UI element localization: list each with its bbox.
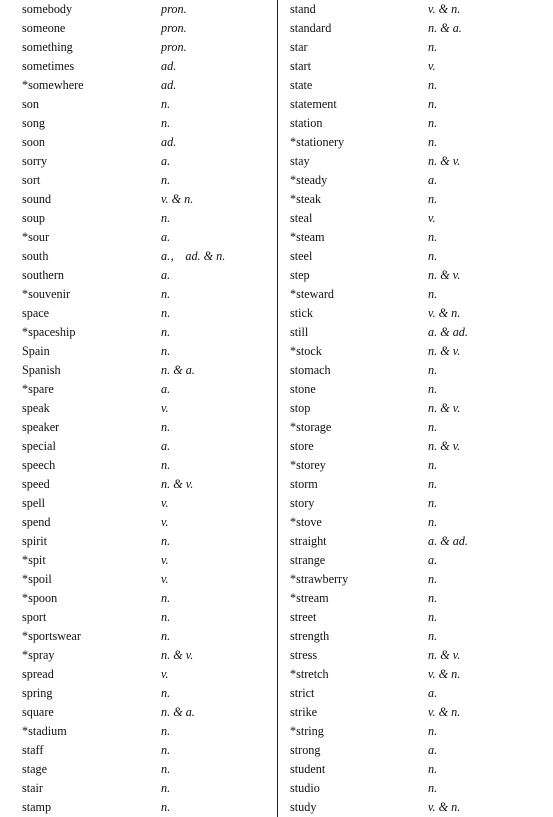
part-of-speech: v. — [161, 667, 169, 681]
part-of-speech: v. & n. — [428, 2, 461, 16]
part-of-speech: n. — [161, 629, 171, 643]
headword: store — [290, 439, 314, 453]
part-of-speech: n. — [161, 306, 171, 320]
right-word-column — [290, 0, 553, 817]
word-entry-row — [22, 437, 286, 456]
headword: *spit — [22, 553, 46, 567]
word-entry-row — [290, 114, 553, 133]
headword: something — [22, 40, 73, 54]
part-of-speech: n. — [161, 610, 171, 624]
word-entry-row — [22, 209, 286, 228]
word-entry-row — [22, 475, 286, 494]
word-entry-row — [22, 266, 286, 285]
part-of-speech: n. — [161, 344, 171, 358]
left-word-column — [22, 0, 286, 817]
word-entry-row — [22, 247, 286, 266]
headword: *spoon — [22, 591, 58, 605]
headword: spring — [22, 686, 53, 700]
word-entry-row — [22, 665, 286, 684]
part-of-speech: n. — [161, 325, 171, 339]
part-of-speech: n. — [428, 572, 438, 586]
headword: stamp — [22, 800, 52, 814]
word-entry-row — [290, 456, 553, 475]
headword: sorry — [22, 154, 48, 168]
headword: song — [22, 116, 46, 130]
headword: stress — [290, 648, 318, 662]
column-divider — [277, 0, 278, 817]
part-of-speech: n. — [161, 458, 171, 472]
part-of-speech: n. — [161, 287, 171, 301]
part-of-speech: n. & v. — [161, 477, 194, 491]
word-entry-row — [22, 38, 286, 57]
headword: sport — [22, 610, 47, 624]
word-entry-row — [22, 551, 286, 570]
word-entry-row — [290, 551, 553, 570]
headword: *sportswear — [22, 629, 81, 643]
word-entry-row — [290, 589, 553, 608]
word-entry-row — [22, 684, 286, 703]
word-entry-row — [22, 646, 286, 665]
part-of-speech: pron. — [161, 21, 187, 35]
headword: street — [290, 610, 317, 624]
part-of-speech: n. — [161, 781, 171, 795]
headword: *stove — [290, 515, 322, 529]
headword: *stream — [290, 591, 329, 605]
headword: spell — [22, 496, 46, 510]
word-entry-row — [22, 95, 286, 114]
headword: *stadium — [22, 724, 67, 738]
part-of-speech: v. & n. — [161, 192, 194, 206]
part-of-speech: n. — [428, 781, 438, 795]
word-entry-row — [22, 513, 286, 532]
headword: *string — [290, 724, 324, 738]
part-of-speech: v. — [161, 553, 169, 567]
headword: sort — [22, 173, 41, 187]
headword: stand — [290, 2, 316, 16]
word-entry-row — [290, 741, 553, 760]
word-entry-row — [290, 475, 553, 494]
part-of-speech: n. & v. — [428, 268, 461, 282]
part-of-speech: v. — [161, 401, 169, 415]
word-entry-row — [22, 380, 286, 399]
word-entry-row — [22, 76, 286, 95]
word-entry-row — [22, 133, 286, 152]
word-entry-row — [290, 722, 553, 741]
headword: storm — [290, 477, 318, 491]
part-of-speech: ad. — [161, 78, 177, 92]
word-entry-row — [22, 152, 286, 171]
word-entry-row — [22, 171, 286, 190]
headword: somebody — [22, 2, 73, 16]
headword: someone — [22, 21, 66, 35]
headword: speech — [22, 458, 56, 472]
headword: strict — [290, 686, 315, 700]
word-entry-row — [290, 38, 553, 57]
headword: sometimes — [22, 59, 75, 73]
part-of-speech: v. — [428, 59, 436, 73]
word-entry-row — [22, 57, 286, 76]
headword: speak — [22, 401, 50, 415]
part-of-speech: pron. — [161, 2, 187, 16]
word-entry-row — [290, 399, 553, 418]
word-entry-row — [290, 266, 553, 285]
part-of-speech: n. — [161, 534, 171, 548]
part-of-speech: n. — [428, 477, 438, 491]
part-of-speech: n. & a. — [161, 363, 195, 377]
headword: *storey — [290, 458, 326, 472]
part-of-speech: n. — [428, 496, 438, 510]
part-of-speech: n. — [428, 610, 438, 624]
part-of-speech: n. — [428, 591, 438, 605]
headword: student — [290, 762, 326, 776]
part-of-speech: n. — [428, 97, 438, 111]
part-of-speech: a. — [161, 439, 171, 453]
headword: *stock — [290, 344, 322, 358]
word-entry-row — [290, 133, 553, 152]
part-of-speech: n. — [428, 724, 438, 738]
part-of-speech: v. — [428, 211, 436, 225]
headword: speed — [22, 477, 50, 491]
headword: strange — [290, 553, 326, 567]
word-entry-row — [290, 190, 553, 209]
headword: station — [290, 116, 323, 130]
part-of-speech: n. — [428, 40, 438, 54]
part-of-speech: a. — [428, 173, 438, 187]
word-entry-row — [22, 570, 286, 589]
part-of-speech: n. & a. — [161, 705, 195, 719]
part-of-speech: n. — [161, 591, 171, 605]
word-entry-row — [22, 0, 286, 19]
part-of-speech: a. — [161, 382, 171, 396]
word-entry-row — [290, 152, 553, 171]
word-entry-row — [22, 760, 286, 779]
part-of-speech: n. & v. — [428, 154, 461, 168]
word-entry-row — [290, 209, 553, 228]
part-of-speech: ad. — [161, 135, 177, 149]
word-entry-row — [290, 323, 553, 342]
part-of-speech: v. — [161, 572, 169, 586]
word-entry-row — [22, 418, 286, 437]
headword: *spoil — [22, 572, 52, 586]
word-entry-row — [22, 190, 286, 209]
part-of-speech: ad. — [161, 59, 177, 73]
word-entry-row — [290, 361, 553, 380]
headword: stage — [22, 762, 48, 776]
word-entry-row — [290, 532, 553, 551]
headword: strong — [290, 743, 321, 757]
word-entry-row — [290, 570, 553, 589]
headword: statement — [290, 97, 337, 111]
word-entry-row — [290, 380, 553, 399]
word-entry-row — [290, 171, 553, 190]
part-of-speech: n. — [428, 230, 438, 244]
part-of-speech: n. — [428, 762, 438, 776]
part-of-speech: n. — [428, 382, 438, 396]
word-entry-row — [22, 589, 286, 608]
headword: *stretch — [290, 667, 329, 681]
headword: steal — [290, 211, 313, 225]
headword: studio — [290, 781, 320, 795]
part-of-speech: n. — [161, 97, 171, 111]
headword: space — [22, 306, 50, 320]
word-entry-row — [290, 798, 553, 817]
headword: *spray — [22, 648, 55, 662]
headword: straight — [290, 534, 327, 548]
word-entry-row — [290, 779, 553, 798]
part-of-speech: n. — [428, 629, 438, 643]
part-of-speech: n. — [428, 458, 438, 472]
headword: *steak — [290, 192, 322, 206]
part-of-speech: v. — [161, 515, 169, 529]
word-entry-row — [22, 323, 286, 342]
headword: south — [22, 249, 49, 263]
part-of-speech: n. — [428, 515, 438, 529]
headword: spread — [22, 667, 54, 681]
headword: Spain — [22, 344, 50, 358]
headword: sound — [22, 192, 52, 206]
word-entry-row — [290, 76, 553, 95]
headword: soup — [22, 211, 46, 225]
headword: state — [290, 78, 313, 92]
word-entry-row — [290, 665, 553, 684]
word-entry-row — [290, 627, 553, 646]
word-entry-row — [22, 304, 286, 323]
headword: strength — [290, 629, 330, 643]
headword: spend — [22, 515, 51, 529]
word-entry-row — [290, 608, 553, 627]
part-of-speech: v. & n. — [428, 306, 461, 320]
word-entry-row — [290, 247, 553, 266]
word-entry-row — [22, 494, 286, 513]
part-of-speech: n. — [428, 287, 438, 301]
headword: stay — [290, 154, 310, 168]
part-of-speech: n. & a. — [428, 21, 462, 35]
part-of-speech: a. — [161, 268, 171, 282]
part-of-speech: v. & n. — [428, 800, 461, 814]
part-of-speech: a.， ad. & n. — [161, 249, 226, 263]
part-of-speech: n. — [161, 211, 171, 225]
word-entry-row — [22, 798, 286, 817]
word-entry-row — [22, 114, 286, 133]
word-entry-row — [22, 608, 286, 627]
word-entry-row — [290, 760, 553, 779]
headword: still — [290, 325, 309, 339]
headword: southern — [22, 268, 64, 282]
headword: *stationery — [290, 135, 345, 149]
headword: Spanish — [22, 363, 61, 377]
headword: *somewhere — [22, 78, 84, 92]
part-of-speech: n. — [428, 363, 438, 377]
word-entry-row — [290, 228, 553, 247]
word-entry-row — [290, 0, 553, 19]
headword: steel — [290, 249, 313, 263]
headword: speaker — [22, 420, 60, 434]
word-entry-row — [22, 285, 286, 304]
part-of-speech: pron. — [161, 40, 187, 54]
part-of-speech: a. & ad. — [428, 325, 468, 339]
headword: story — [290, 496, 315, 510]
word-entry-row — [290, 703, 553, 722]
headword: study — [290, 800, 317, 814]
part-of-speech: n. & v. — [161, 648, 194, 662]
word-entry-row — [22, 456, 286, 475]
word-entry-row — [22, 342, 286, 361]
headword: stomach — [290, 363, 331, 377]
part-of-speech: n. — [428, 192, 438, 206]
part-of-speech: n. — [428, 116, 438, 130]
headword: *steam — [290, 230, 325, 244]
part-of-speech: n. — [161, 743, 171, 757]
headword: *storage — [290, 420, 332, 434]
word-entry-row — [22, 228, 286, 247]
headword: *sour — [22, 230, 50, 244]
part-of-speech: a. — [161, 230, 171, 244]
word-entry-row — [22, 19, 286, 38]
part-of-speech: n. — [161, 724, 171, 738]
part-of-speech: n. — [428, 249, 438, 263]
part-of-speech: n. — [428, 420, 438, 434]
word-entry-row — [290, 19, 553, 38]
word-entry-row — [290, 684, 553, 703]
part-of-speech: n. — [161, 800, 171, 814]
part-of-speech: n. — [161, 420, 171, 434]
word-entry-row — [22, 361, 286, 380]
word-entry-row — [22, 399, 286, 418]
part-of-speech: a. — [428, 553, 438, 567]
part-of-speech: a. — [428, 743, 438, 757]
headword: *souvenir — [22, 287, 71, 301]
word-entry-row — [22, 627, 286, 646]
word-entry-row — [290, 342, 553, 361]
word-entry-row — [290, 646, 553, 665]
word-entry-row — [22, 779, 286, 798]
part-of-speech: n. & v. — [428, 344, 461, 358]
part-of-speech: n. — [428, 135, 438, 149]
right-word-list — [290, 0, 553, 817]
part-of-speech: v. & n. — [428, 667, 461, 681]
headword: *spare — [22, 382, 54, 396]
word-entry-row — [22, 532, 286, 551]
part-of-speech: n. — [161, 686, 171, 700]
headword: stair — [22, 781, 43, 795]
part-of-speech: n. & v. — [428, 648, 461, 662]
headword: spirit — [22, 534, 48, 548]
word-entry-row — [290, 418, 553, 437]
headword: *steady — [290, 173, 328, 187]
word-entry-row — [290, 494, 553, 513]
word-entry-row — [290, 437, 553, 456]
headword: soon — [22, 135, 46, 149]
headword: *steward — [290, 287, 334, 301]
headword: step — [290, 268, 310, 282]
word-entry-row — [22, 703, 286, 722]
part-of-speech: a. & ad. — [428, 534, 468, 548]
word-entry-row — [290, 304, 553, 323]
part-of-speech: v. & n. — [428, 705, 461, 719]
headword: staff — [22, 743, 44, 757]
part-of-speech: n. & v. — [428, 439, 461, 453]
left-word-list — [22, 0, 286, 817]
part-of-speech: n. — [161, 173, 171, 187]
word-entry-row — [290, 513, 553, 532]
headword: strike — [290, 705, 318, 719]
part-of-speech: n. & v. — [428, 401, 461, 415]
headword: star — [290, 40, 308, 54]
headword: *strawberry — [290, 572, 349, 586]
word-entry-row — [290, 95, 553, 114]
headword: start — [290, 59, 311, 73]
headword: stone — [290, 382, 316, 396]
part-of-speech: n. — [428, 78, 438, 92]
headword: special — [22, 439, 56, 453]
part-of-speech: v. — [161, 496, 169, 510]
word-entry-row — [290, 57, 553, 76]
part-of-speech: n. — [161, 762, 171, 776]
word-entry-row — [22, 741, 286, 760]
headword: standard — [290, 21, 332, 35]
part-of-speech: n. — [161, 116, 171, 130]
headword: son — [22, 97, 39, 111]
word-entry-row — [290, 285, 553, 304]
part-of-speech: a. — [161, 154, 171, 168]
headword: square — [22, 705, 54, 719]
word-entry-row — [22, 722, 286, 741]
headword: stop — [290, 401, 311, 415]
part-of-speech: a. — [428, 686, 438, 700]
headword: stick — [290, 306, 314, 320]
headword: *spaceship — [22, 325, 76, 339]
